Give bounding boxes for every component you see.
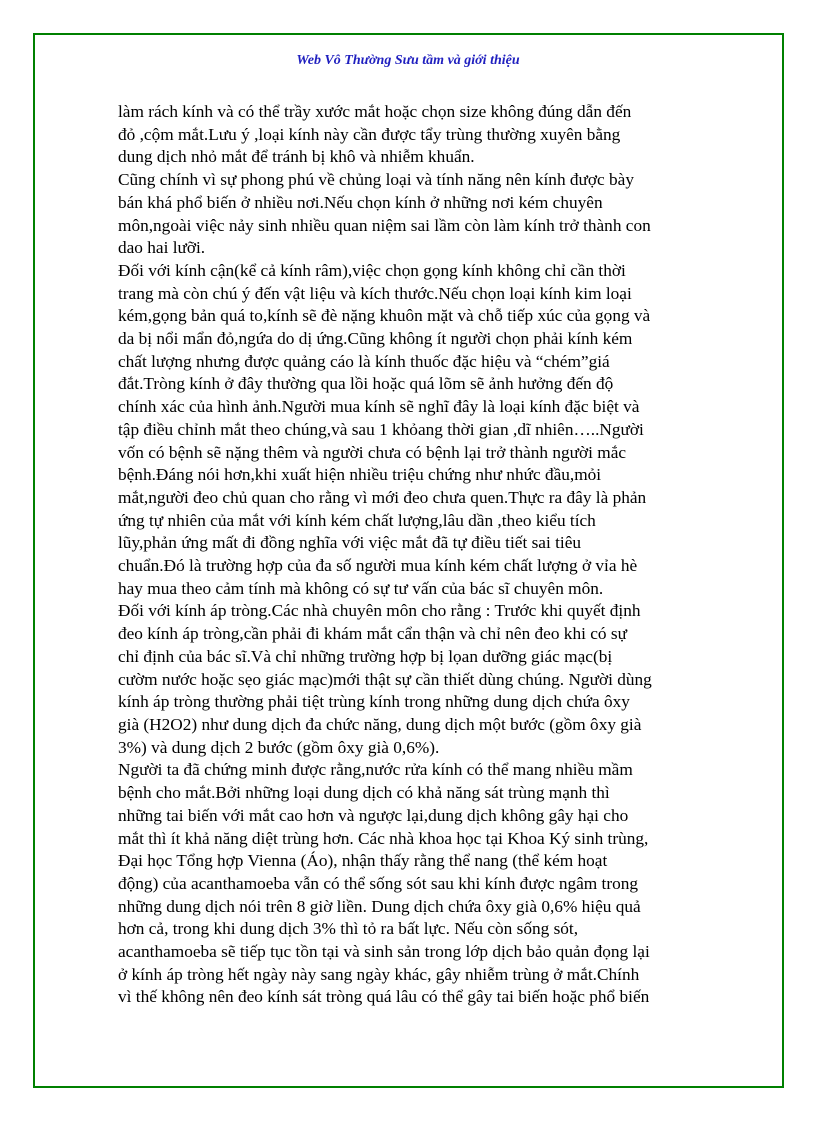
text-line: những dung dịch nói trên 8 giờ liền. Dung dịch chứa ôxy già 0,6% hiệu quả <box>118 896 641 916</box>
text-line: da bị nổi mẩn đỏ,ngứa do dị ứng.Cũng không ít người chọn phải kính kém <box>118 329 633 349</box>
text-line: Người ta đã chứng minh được rằng,nước rửa kính có thể mang nhiều mầm <box>118 760 633 780</box>
text-line: hơn cả, trong khi dung dịch 3% thì tỏ ra bất lực. Nếu còn sống sót, <box>118 919 579 939</box>
text-line: đỏ ,cộm mắt.Lưu ý ,loại kính này cần được tẩy trùng thường xuyên bằng <box>118 124 621 144</box>
text-line: chỉ định của bác sĩ.Và chỉ những trường hợp bị lọan dưỡng giác mạc(bị <box>118 646 613 666</box>
text-line: bệnh.Đáng nói hơn,khi xuất hiện nhiều triệu chứng như nhức đầu,mỏi <box>118 465 602 485</box>
text-line: Cũng chính vì sự phong phú về chủng loại và tính năng nên kính được bày <box>118 170 634 190</box>
text-line: vì thế không nên đeo kính sát tròng quá lâu có thể gây tai biến hoặc phổ biến <box>118 987 650 1007</box>
text-line: động) của acanthamoeba vẫn có thể sống sót sau khi kính được ngâm trong <box>118 873 639 893</box>
text-line: chất lượng nhưng được quảng cáo là kính thuốc đặc hiệu và “chém”giá <box>118 351 610 371</box>
text-line: chính xác của hình ảnh.Người mua kính sẽ nghĩ đây là loại kính đặc biệt và <box>118 397 640 417</box>
page-header: Web Vô Thường Sưu tầm và giới thiệu <box>296 53 520 68</box>
text-line: dung dịch nhỏ mắt để tránh bị khô và nhiễm khuẩn. <box>118 147 475 167</box>
text-line: đắt.Tròng kính ở đây thường qua lồi hoặc quá lõm sẽ ảnh hưởng đến độ <box>118 374 614 394</box>
text-line: mắt thì ít khả năng diệt trùng hơn. Các nhà khoa học tại Khoa Ký sinh trùng, <box>118 828 649 848</box>
text-line: đeo kính áp tròng,cần phải đi khám mắt cẩn thận và chỉ nên đeo khi có sự <box>118 624 627 644</box>
text-line: chuẩn.Đó là trường hợp của đa số người mua kính kém chất lượng ở vỉa hè <box>118 556 638 576</box>
text-line: hay mua theo cảm tính mà không có sự tư vấn của bác sĩ chuyên môn. <box>118 578 604 598</box>
text-line: môn,ngoài việc nảy sinh nhiều quan niệm sai lầm còn làm kính trở thành con <box>118 215 651 235</box>
text-line: già (H2O2) như dung dịch đa chức năng, dung dịch một bước (gồm ôxy già <box>118 714 642 734</box>
body-text <box>118 101 708 1009</box>
text-line: Đối với kính cận(kể cả kính râm),việc chọn gọng kính không chỉ cần thời <box>118 260 626 280</box>
text-line: ứng tự nhiên của mắt với kính kém chất lượng,lâu dần ,theo kiểu tích <box>118 510 596 530</box>
text-line: bán khá phổ biến ở nhiều nơi.Nếu chọn kính ở những nơi kém chuyên <box>118 192 603 212</box>
text-line: Đối với kính áp tròng.Các nhà chuyên môn cho rằng : Trước khi quyết định <box>118 601 641 621</box>
text-line: kém,gọng bản quá to,kính sẽ đè nặng khuôn mặt và chỗ tiếp xúc của gọng và <box>118 306 651 326</box>
text-line: trang mà còn chú ý đến vật liệu và kích thước.Nếu chọn loại kính kim loại <box>118 283 632 303</box>
text-line: Đại học Tổng hợp Vienna (Áo), nhận thấy rằng thể nang (thể kém hoạt <box>118 851 608 871</box>
text-line: ở kính áp tròng hết ngày này sang ngày khác, gây nhiễm trùng ở mắt.Chính <box>118 964 640 984</box>
text-line: acanthamoeba sẽ tiếp tục tồn tại và sinh sản trong lớp dịch bảo quản đọng lại <box>118 942 650 962</box>
text-line: mắt,người đeo chủ quan cho rằng vì mới đeo chưa quen.Thực ra đây là phản <box>118 487 647 507</box>
text-line: làm rách kính và có thể trầy xước mắt hoặc chọn size không đúng dẫn đến <box>118 102 632 121</box>
text-line: những tai biến với mắt cao hơn và ngược lại,dung dịch không gây hại cho <box>118 805 629 825</box>
text-line: cườm nước hoặc sẹo giác mạc)mới thật sự cần thiết dùng chúng. Người dùng <box>118 669 652 689</box>
text-line: vốn có bệnh sẽ nặng thêm và người chưa có bệnh lại trở thành người mắc <box>118 442 627 462</box>
text-line: 3%) và dung dịch 2 bước (gồm ôxy già 0,6%). <box>118 737 440 757</box>
text-line: lũy,phản ứng mất đi đồng nghĩa với việc mắt đã tự điều tiết sai tiêu <box>118 533 582 553</box>
text-line: dao hai lưỡi. <box>118 238 206 258</box>
text-line: kính áp tròng thường phải tiệt trùng kính trong những dung dịch chứa ôxy <box>118 692 630 712</box>
text-line: tập điều chỉnh mắt theo chúng,và sau 1 khỏang thời gian ,dĩ nhiên…..Người <box>118 419 644 439</box>
text-line: bệnh cho mắt.Bởi những loại dung dịch có khả năng sát trùng mạnh thì <box>118 783 610 803</box>
